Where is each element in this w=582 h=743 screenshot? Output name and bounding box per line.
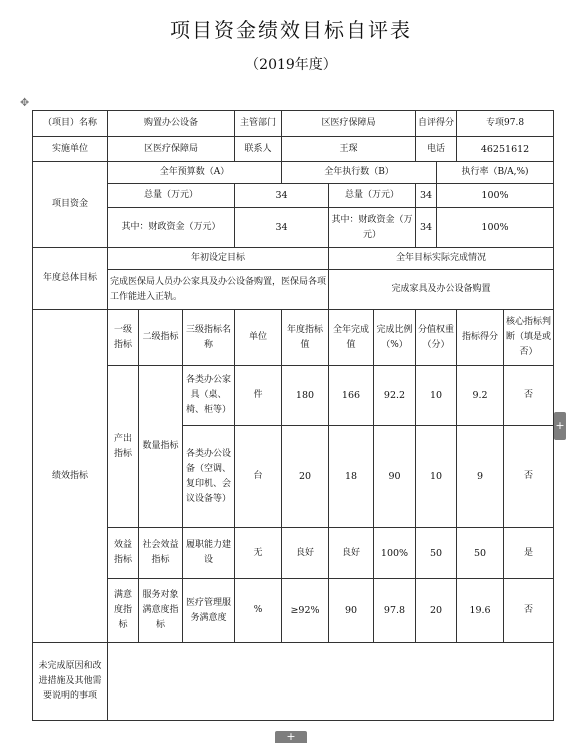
perf-ratio: 90 xyxy=(374,426,416,528)
project-name-value: 购置办公设备 xyxy=(108,111,235,137)
notes-label: 未完成原因和改进措施及其他需要说明的事项 xyxy=(33,643,108,721)
unit-label: 实施单位 xyxy=(33,137,108,162)
perf-score: 19.6 xyxy=(457,579,504,643)
page-subtitle: （2019年度） xyxy=(245,57,337,73)
goal-set-header: 年初设定目标 xyxy=(108,248,329,270)
perf-unit: % xyxy=(235,579,282,643)
table-move-handle-icon[interactable]: ✥ xyxy=(20,96,30,109)
perf-header-ratio: 完成比例（%） xyxy=(374,310,416,366)
notes-content[interactable] xyxy=(108,643,554,721)
perf-l2-quantity: 数量指标 xyxy=(139,366,183,528)
perf-header-weight: 分值权重（分） xyxy=(416,310,457,366)
perf-unit: 无 xyxy=(235,528,282,579)
phone-label: 电话 xyxy=(416,137,457,162)
unit-value: 区医疗保障局 xyxy=(108,137,235,162)
perf-actual: 90 xyxy=(329,579,374,643)
perf-score: 9 xyxy=(457,426,504,528)
perf-header-target: 年度指标值 xyxy=(282,310,329,366)
project-name-label: （项目）名称 xyxy=(33,111,108,137)
goal-set-text: 完成医保局人员办公家具及办公设备购置，医保局各项工作能进入正轨。 xyxy=(108,270,329,310)
perf-core: 是 xyxy=(504,528,554,579)
perf-score: 9.2 xyxy=(457,366,504,426)
perf-core: 否 xyxy=(504,579,554,643)
fiscal-label: 其中：财政资金（万元） xyxy=(108,208,235,248)
perf-core: 否 xyxy=(504,426,554,528)
contact-label: 联系人 xyxy=(235,137,282,162)
budget-header: 全年预算数（A） xyxy=(108,162,282,184)
goal-actual-header: 全年目标实际完成情况 xyxy=(329,248,554,270)
perf-header-score: 指标得分 xyxy=(457,310,504,366)
perf-weight: 10 xyxy=(416,426,457,528)
rate-header: 执行率（B/A,%) xyxy=(437,162,554,184)
perf-l1-benefit: 效益指标 xyxy=(108,528,139,579)
total-rate: 100% xyxy=(437,184,554,208)
evaluation-table xyxy=(32,110,554,721)
dept-label: 主管部门 xyxy=(235,111,282,137)
fiscal-rate: 100% xyxy=(437,208,554,248)
total-exec-label: 总量（万元） xyxy=(329,184,416,208)
perf-l1-output: 产出指标 xyxy=(108,366,139,528)
perf-ratio: 100% xyxy=(374,528,416,579)
perf-header-unit: 单位 xyxy=(235,310,282,366)
perf-target: ≥92% xyxy=(282,579,329,643)
perf-actual: 166 xyxy=(329,366,374,426)
goal-label: 年度总体目标 xyxy=(33,248,108,310)
perf-l2-social: 社会效益指标 xyxy=(139,528,183,579)
fiscal-budget: 34 xyxy=(235,208,329,248)
phone-value: 46251612 xyxy=(457,137,554,162)
total-label: 总量（万元） xyxy=(108,184,235,208)
perf-score: 50 xyxy=(457,528,504,579)
dept-value: 区医疗保障局 xyxy=(282,111,416,137)
fiscal-exec-label: 其中：财政资金（万元） xyxy=(329,208,416,248)
perf-ratio: 97.8 xyxy=(374,579,416,643)
add-column-handle[interactable]: + xyxy=(554,412,566,440)
perf-l1-satisfaction: 满意度指标 xyxy=(108,579,139,643)
perf-target: 180 xyxy=(282,366,329,426)
perf-weight: 20 xyxy=(416,579,457,643)
perf-header-l2: 二级指标 xyxy=(139,310,183,366)
score-value: 专项97.8 xyxy=(457,111,554,137)
perf-unit: 件 xyxy=(235,366,282,426)
perf-l3: 各类办公设备（空调、复印机、会议设备等） xyxy=(183,426,235,528)
perf-header-core: 核心指标判断（填是或否） xyxy=(504,310,554,366)
fiscal-exec: 34 xyxy=(416,208,437,248)
exec-header: 全年执行数（B） xyxy=(282,162,437,184)
perf-actual: 18 xyxy=(329,426,374,528)
perf-target: 20 xyxy=(282,426,329,528)
page-title: 项目资金绩效目标自评表 xyxy=(170,18,412,42)
perf-target: 良好 xyxy=(282,528,329,579)
perf-core: 否 xyxy=(504,366,554,426)
score-label: 自评得分 xyxy=(416,111,457,137)
perf-l3: 医疗管理服务满意度 xyxy=(183,579,235,643)
perf-weight: 10 xyxy=(416,366,457,426)
goal-actual-text: 完成家具及办公设备购置 xyxy=(329,270,554,310)
contact-value: 王琛 xyxy=(282,137,416,162)
perf-header-l1: 一级指标 xyxy=(108,310,139,366)
add-row-handle[interactable]: + xyxy=(275,731,307,743)
perf-weight: 50 xyxy=(416,528,457,579)
perf-header-actual: 全年完成值 xyxy=(329,310,374,366)
total-exec: 34 xyxy=(416,184,437,208)
perf-label: 绩效指标 xyxy=(33,310,108,643)
perf-unit: 台 xyxy=(235,426,282,528)
funds-label: 项目资金 xyxy=(33,162,108,248)
perf-actual: 良好 xyxy=(329,528,374,579)
perf-l2-service: 服务对象满意度指标 xyxy=(139,579,183,643)
perf-ratio: 92.2 xyxy=(374,366,416,426)
perf-l3: 各类办公家具（桌、椅、柜等） xyxy=(183,366,235,426)
perf-l3: 履职能力建设 xyxy=(183,528,235,579)
total-budget: 34 xyxy=(235,184,329,208)
perf-header-l3: 三级指标名称 xyxy=(183,310,235,366)
